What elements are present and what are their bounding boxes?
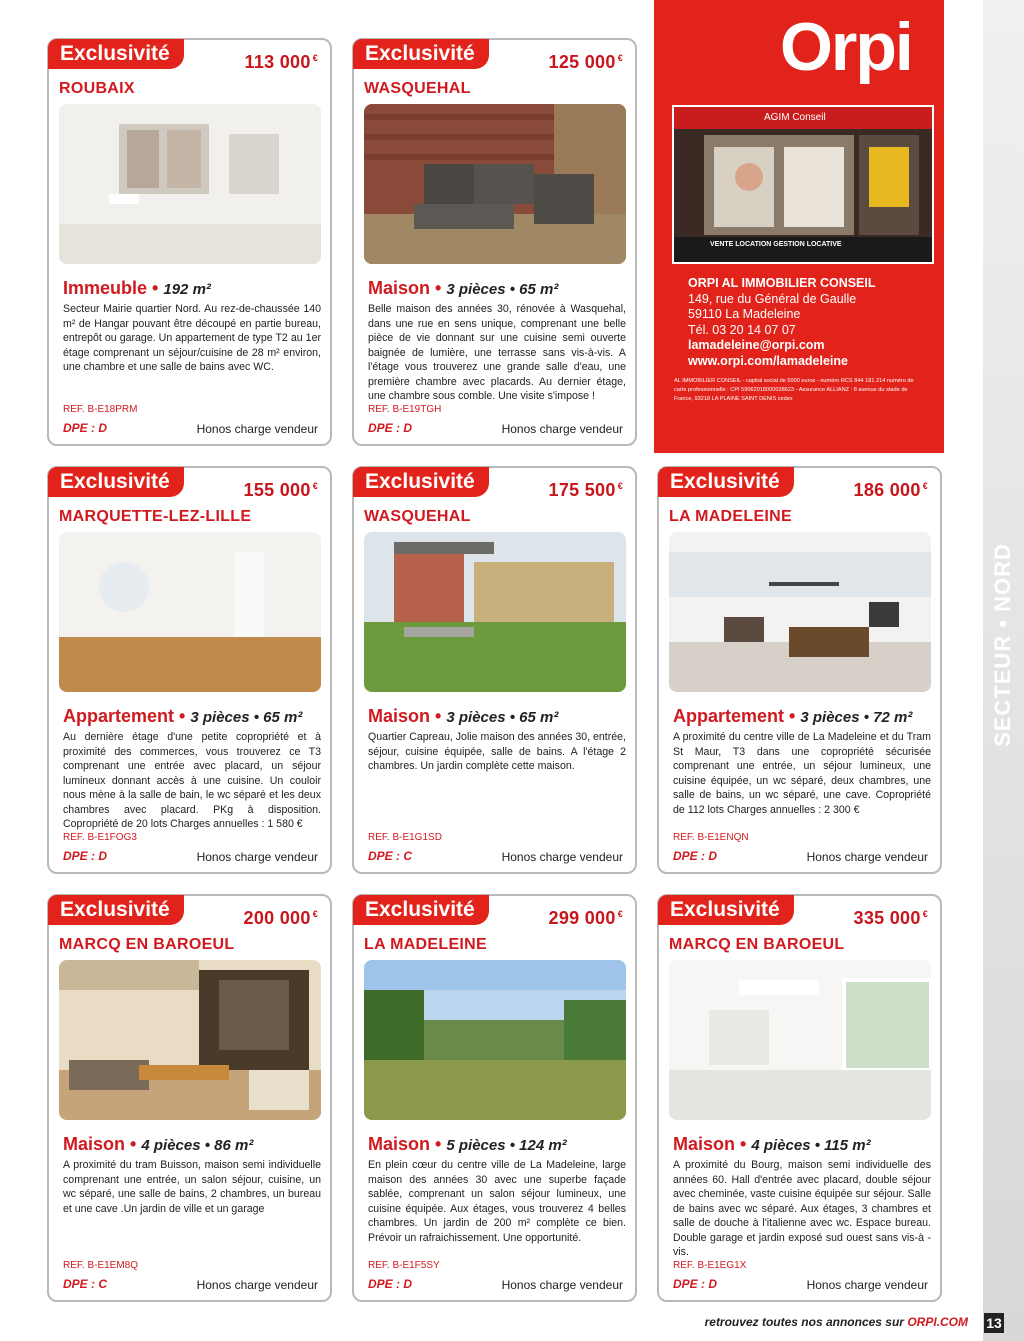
fees-note: Honos charge vendeur [806,850,928,864]
exclusive-badge: Exclusivité [48,39,184,69]
listing-card[interactable] [47,894,332,1302]
agency-address-line2: 59110 La Madeleine [688,307,801,321]
price-value: 299 000 [548,908,616,928]
footer-link[interactable]: ORPI.COM [907,1315,968,1329]
agency-sign: AGIM Conseil [764,112,826,123]
dpe-rating: DPE : C [63,1277,108,1291]
listing-price [854,908,928,929]
listing-card[interactable] [352,38,637,446]
currency-symbol: € [617,53,623,63]
listing-ref: REF. B-E19TGH [368,404,442,415]
fees-note: Honos charge vendeur [501,422,623,436]
property-description: Au dernière étage d'une petite copropriété et à proximité des commerces, vous trouverez ce T3 comprenant une entrée avec placard, un séjour lumineux donnant accès à une cuisine. Un couloir nous mène à la salle de bain, le wc séparé et les deux chambres avec placard. PKg à disposition. Copropriété de 20 lots Charges annuelles : 1 580 € [63,731,321,830]
listing-card[interactable] [657,466,942,874]
listing-photo[interactable] [669,960,931,1120]
currency-symbol: € [617,481,623,491]
listing-city: MARQUETTE-LEZ-LILLE [59,508,252,525]
listing-price [549,480,623,501]
property-description: A proximité du centre ville de La Madeleine et du Tram St Maur, T3 dans une copropriété sécurisée comprenant une entrée, un séjour lumineux, une cuisine équipée, un wc séparé, deux chambres, une salle de bains, un wc séparé, une cave. Copropriété de 112 lots Charges annuelles : 2 300 € [673,731,931,816]
property-description: Secteur Mairie quartier Nord. Au rez-de-chaussée 140 m² de Hangar pouvant être découpé en partie bureau, entrepôt ou garage. Un appartement de type T2 au 1er étage comprenant un séjour/cuisine de 28 m² environ, une chambre et une salle de bains avec WC. [63,303,321,373]
property-image [59,960,321,1120]
agency-phone[interactable]: Tél. 03 20 14 07 07 [688,322,796,337]
listing-ref: REF. B-E18PRM [63,404,138,415]
price-value: 125 000 [548,52,616,72]
price-value: 200 000 [243,908,311,928]
listing-price [244,908,318,929]
orpi-logo[interactable]: Orpi [780,9,912,85]
property-details: 3 pièces • 65 m² [446,709,559,726]
currency-symbol: € [922,481,928,491]
property-details: 3 pièces • 72 m² [800,709,913,726]
property-type: Appartement [673,706,785,726]
sector-label: SECTEUR • NORD [990,543,1015,747]
dpe-rating: DPE : C [368,849,413,863]
listing-price [549,908,623,929]
exclusive-badge: Exclusivité [48,895,184,925]
property-image [59,104,321,264]
exclusive-badge: Exclusivité [353,895,489,925]
property-type: Immeuble [63,278,148,298]
exclusive-badge: Exclusivité [658,895,794,925]
exclusive-badge: Exclusivité [48,467,184,497]
listing-price [854,480,928,501]
property-type: Maison [368,1134,431,1154]
listing-price [549,52,623,73]
property-description: En plein cœur du centre ville de La Madeleine, large maison des années 30 avec une superbe façade sablée, comprenant un salon séjour lumineux, une cuisine équipée. Aux étages, vous trouverez 4 belles chambres. Un jardin de 200 m² complète ce bien. Prévoir un rafraichissement. Une opportunité. [368,1159,626,1244]
currency-symbol: € [312,909,318,919]
listing-card[interactable] [47,38,332,446]
listing-photo[interactable] [59,104,321,264]
property-details: 3 pièces • 65 m² [446,281,559,298]
listing-ref: REF. B-E1FOG3 [63,832,137,843]
property-image [364,104,626,264]
property-details: 4 pièces • 86 m² [141,1137,254,1154]
listing-photo[interactable] [669,532,931,692]
agency-panel [654,0,944,453]
dpe-rating: DPE : D [63,849,108,863]
agency-address-line1: 149, rue du Général de Gaulle [688,291,857,306]
property-description: A proximité du Bourg, maison semi individuelle des années 60. Hall d'entrée avec placard, double séjour avec cheminée, vaste cuisine équipée sur séjour. Salle de bains avec wc séparé. Aux étages, 3 chambres et salle de douche à l'italienne avec wc. Espace bureau. Double garage et jardin exposé sud ouest sans vis-à -vis. [673,1159,931,1258]
property-type: Maison [673,1134,736,1154]
price-value: 335 000 [853,908,921,928]
listing-photo[interactable] [364,104,626,264]
exclusive-badge: Exclusivité [658,467,794,497]
fees-note: Honos charge vendeur [196,850,318,864]
page-number: 13 [984,1313,1004,1333]
property-type-line: Immeuble • 192 m² [63,278,211,298]
property-type-line: Maison • 5 pièces • 124 m² [368,1134,567,1154]
listing-city: LA MADELEINE [364,936,488,953]
property-description: Quartier Capreau, Jolie maison des années 30, entrée, séjour, cuisine équipée, salle de bains. A l'étage 2 chambres. Un jardin complète cette maison. [368,731,626,772]
storefront-banner: VENTE LOCATION GESTION LOCATIVE [710,241,842,248]
footer-text [705,1315,968,1329]
fees-note: Honos charge vendeur [501,850,623,864]
listing-ref: REF. B-E1ENQN [673,832,749,843]
property-type-line: Appartement • 3 pièces • 72 m² [673,706,913,726]
listing-card[interactable] [657,894,942,1302]
property-type-line: Maison • 3 pièces • 65 m² [368,278,559,298]
listing-photo[interactable] [364,532,626,692]
property-type: Appartement [63,706,175,726]
listing-city: MARCQ EN BAROEUL [669,936,845,953]
listing-city: WASQUEHAL [364,80,471,97]
listing-city: WASQUEHAL [364,508,471,525]
agency-name: ORPI AL IMMOBILIER CONSEIL [688,276,876,290]
property-image [669,960,931,1120]
listing-city: MARCQ EN BAROEUL [59,936,235,953]
property-type: Maison [63,1134,126,1154]
listing-photo[interactable] [364,960,626,1120]
fees-note: Honos charge vendeur [196,1278,318,1292]
exclusive-badge: Exclusivité [353,467,489,497]
currency-symbol: € [312,53,318,63]
price-value: 186 000 [853,480,921,500]
fees-note: Honos charge vendeur [196,422,318,436]
listing-card[interactable] [47,466,332,874]
storefront-image [674,107,932,262]
agency-contact [688,276,876,369]
property-details: 3 pièces • 65 m² [190,709,303,726]
property-type-line: Maison • 3 pièces • 65 m² [368,706,559,726]
dpe-rating: DPE : D [368,421,413,435]
price-value: 175 500 [548,480,616,500]
fees-note: Honos charge vendeur [501,1278,623,1292]
listing-price [244,480,318,501]
exclusive-badge: Exclusivité [353,39,489,69]
agency-photo [672,105,934,264]
property-image [364,960,626,1120]
property-details: 192 m² [163,281,211,298]
footer-label: retrouvez toutes nos annonces sur [704,1315,904,1329]
listing-card[interactable] [352,894,637,1302]
dpe-rating: DPE : D [673,1277,718,1291]
property-details: 4 pièces • 115 m² [751,1137,871,1154]
listing-city: ROUBAIX [59,80,135,97]
property-type: Maison [368,278,431,298]
listing-ref: REF. B-E1EG1X [673,1260,747,1271]
property-type-line: Appartement • 3 pièces • 65 m² [63,706,303,726]
property-type: Maison [368,706,431,726]
property-details: 5 pièces • 124 m² [446,1137,567,1154]
price-value: 113 000 [244,52,311,72]
agency-website[interactable]: www.orpi.com/lamadeleine [688,353,848,368]
property-type-line: Maison • 4 pièces • 115 m² [673,1134,871,1154]
currency-symbol: € [922,909,928,919]
listing-card[interactable] [352,466,637,874]
agency-legal: AL IMMOBILIER CONSEIL - capital social de 5000 euros - numéro RCS 844 181 214 numéro de carte professionnelle : CPI 59062018000038623 - Assurance ALLIANZ : 8 avenue du stade de France, 93218 LA PLAINE SAINT DENIS cedex [674,378,914,402]
price-value: 155 000 [243,480,311,500]
dpe-rating: DPE : D [368,1277,413,1291]
listing-photo[interactable] [59,960,321,1120]
currency-symbol: € [617,909,623,919]
agency-email[interactable]: lamadeleine@orpi.com [688,338,825,352]
listing-price [245,52,319,73]
listing-city: LA MADELEINE [669,508,793,525]
fees-note: Honos charge vendeur [806,1278,928,1292]
property-description: Belle maison des années 30, rénovée à Wasquehal, dans une rue en sens unique, comprenant une belle pièce de vie donnant sur une cuisine semi ouverte baignée de lumière, une terrasse sans vis-à-vis. A l'étage vous trouverez une grande salle d'eau, une première chambre avec placards. Au dernier étage, une chambre sous comble. Une visite s'impose ! [368,303,626,402]
property-type-line: Maison • 4 pièces • 86 m² [63,1134,254,1154]
listing-ref: REF. B-E1EM8Q [63,1260,139,1271]
property-image [59,532,321,692]
property-description: A proximité du tram Buisson, maison semi individuelle comprenant une entrée, un salon séjour, cuisine, un wc séparé, une salle de bains, 2 chambres, un bureau et une cave .Un jardin de ville et un garage [63,1159,321,1215]
listing-ref: REF. B-E1F5SY [368,1260,440,1271]
dpe-rating: DPE : D [673,849,718,863]
property-image [364,532,626,692]
property-image [669,532,931,692]
currency-symbol: € [312,481,318,491]
listing-ref: REF. B-E1G1SD [368,832,442,843]
dpe-rating: DPE : D [63,421,108,435]
listing-photo[interactable] [59,532,321,692]
